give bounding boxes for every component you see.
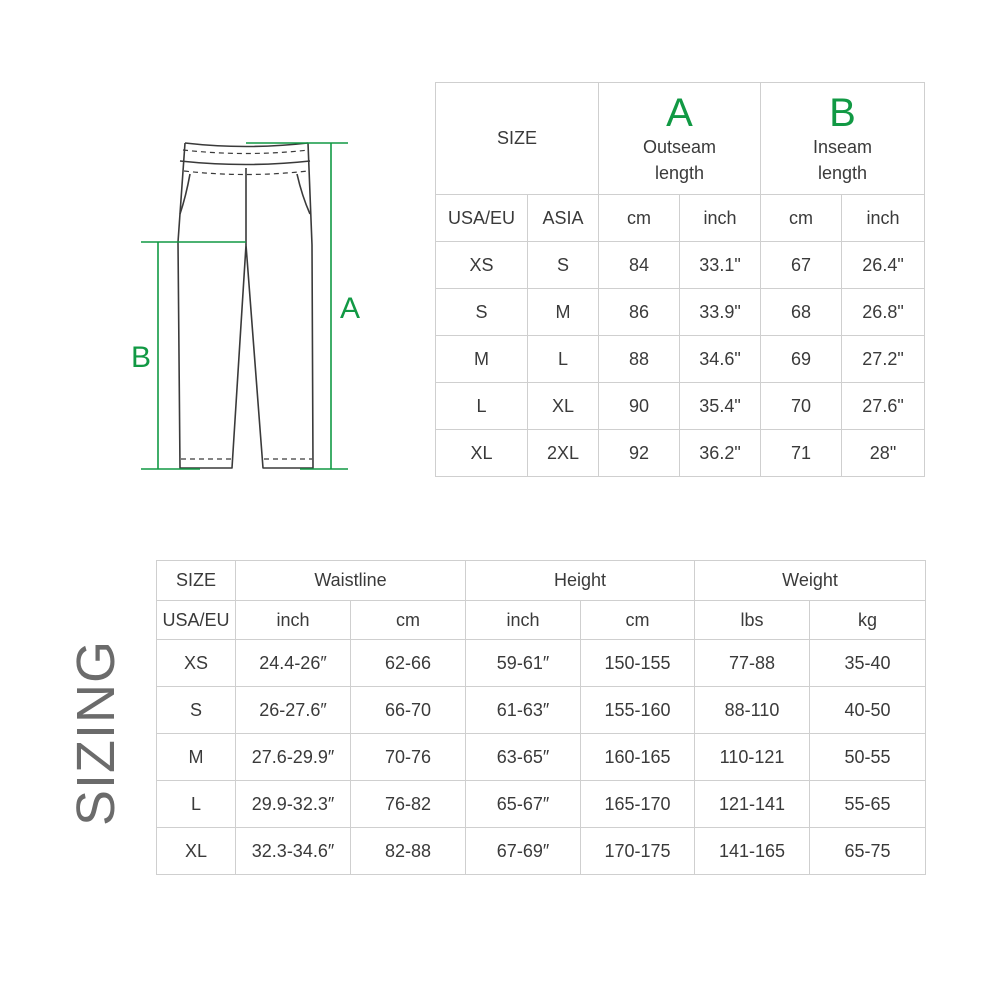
col-header: USA/EU [436,195,528,242]
table-cell: 26.8" [842,289,925,336]
table-cell: 86 [599,289,680,336]
table-cell: 35-40 [810,640,926,687]
table-cell: 27.2" [842,336,925,383]
table-cell: XL [436,430,528,477]
size-header: SIZE [436,83,599,195]
table-cell: XS [157,640,236,687]
table-cell: 65-75 [810,828,926,875]
outseam-label-2: length [654,162,705,183]
table-cell: 76-82 [351,781,466,828]
table-cell: L [157,781,236,828]
table-cell: 36.2" [680,430,761,477]
table-cell: S [436,289,528,336]
table-cell: 32.3-34.6″ [236,828,351,875]
table-cell: 110-121 [695,734,810,781]
size-header: SIZE [157,561,236,601]
table-cell: XL [528,383,599,430]
table-cell: 155-160 [581,687,695,734]
table-cell: 77-88 [695,640,810,687]
col-header: USA/EU [157,601,236,640]
label-a: A [339,292,361,325]
table-cell: 90 [599,383,680,430]
col-header: lbs [695,601,810,640]
table-cell: 92 [599,430,680,477]
table-row [436,383,925,430]
table-cell: 33.9" [680,289,761,336]
table-cell: L [528,336,599,383]
table-cell: 26-27.6″ [236,687,351,734]
table-cell: 59-61″ [466,640,581,687]
inseam-label-2: length [817,162,868,183]
table-cell: L [436,383,528,430]
table-cell: 34.6" [680,336,761,383]
table-cell: 70-76 [351,734,466,781]
table-cell: 29.9-32.3″ [236,781,351,828]
table-cell: 65-67″ [466,781,581,828]
inseam-label: Inseam [813,136,873,157]
table-row [157,687,926,734]
table-subheader-row [436,195,925,242]
table-cell: 2XL [528,430,599,477]
col-header: cm [581,601,695,640]
inseam-measure-line [141,242,246,469]
table-cell: 68 [761,289,842,336]
table-row [157,781,926,828]
table-cell: 27.6" [842,383,925,430]
table-cell: 26.4" [842,242,925,289]
table-cell: 71 [761,430,842,477]
table-row [436,242,925,289]
table-cell: 88-110 [695,687,810,734]
table-cell: 88 [599,336,680,383]
table-cell: 67 [761,242,842,289]
table-cell: 50-55 [810,734,926,781]
sizing-title: SIZING [66,639,126,827]
table-cell: 28" [842,430,925,477]
col-header: kg [810,601,926,640]
inseam-header [761,83,925,195]
table-row [157,640,926,687]
pants-icon [178,143,313,468]
col-header: cm [761,195,842,242]
table-cell: M [157,734,236,781]
col-header: ASIA [528,195,599,242]
body-size-table [156,560,926,875]
table-cell: XS [436,242,528,289]
height-header: Height [466,561,695,601]
inseam-letter: B [829,90,856,135]
col-header: cm [351,601,466,640]
table-header-row [157,561,926,601]
table-cell: 55-65 [810,781,926,828]
table-cell: XL [157,828,236,875]
table-cell: S [528,242,599,289]
table-cell: 67-69″ [466,828,581,875]
table-cell: 160-165 [581,734,695,781]
outseam-letter: A [666,90,693,135]
table-cell: 141-165 [695,828,810,875]
table-row [436,289,925,336]
table-cell: 63-65″ [466,734,581,781]
table-row [157,734,926,781]
col-header: inch [236,601,351,640]
outseam-header [599,83,761,195]
table-cell: 66-70 [351,687,466,734]
weight-header: Weight [695,561,926,601]
label-b: B [130,341,152,374]
col-header: inch [680,195,761,242]
table-cell: 69 [761,336,842,383]
table-row [436,430,925,477]
table-row [157,828,926,875]
table-cell: M [528,289,599,336]
table-cell: S [157,687,236,734]
table-cell: 24.4-26″ [236,640,351,687]
col-header: inch [842,195,925,242]
length-size-table [435,82,925,477]
table-cell: 165-170 [581,781,695,828]
table-cell: 121-141 [695,781,810,828]
table-cell: 82-88 [351,828,466,875]
table-cell: 70 [761,383,842,430]
outseam-measure-line [246,143,348,469]
table-cell: 150-155 [581,640,695,687]
table-cell: 40-50 [810,687,926,734]
waistline-header: Waistline [236,561,466,601]
table-cell: 84 [599,242,680,289]
table-cell: 35.4" [680,383,761,430]
col-header: cm [599,195,680,242]
table-cell: 61-63″ [466,687,581,734]
table-subheader-row [157,601,926,640]
table-cell: 170-175 [581,828,695,875]
table-cell: 33.1" [680,242,761,289]
outseam-label: Outseam [643,136,717,157]
table-cell: 27.6-29.9″ [236,734,351,781]
table-cell: M [436,336,528,383]
table-cell: 62-66 [351,640,466,687]
col-header: inch [466,601,581,640]
table-row [436,336,925,383]
